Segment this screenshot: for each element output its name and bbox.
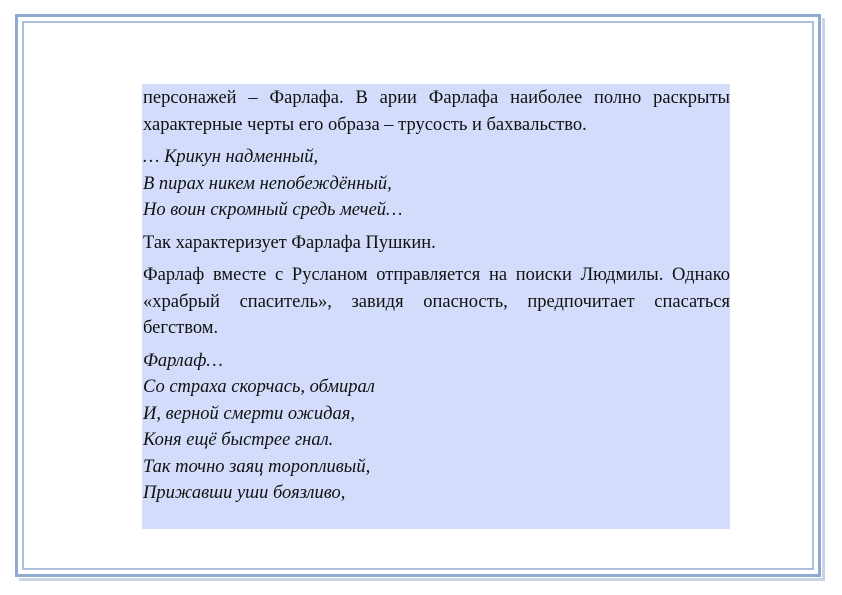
paragraph-farlaf-aria: персонажей – Фарлафа. В арии Фарлафа наиболее полно раскрыты характерные черты его образа – трусость и бахвальство. [143,88,730,135]
verse-quote-1 [143,144,730,224]
paragraph-pushkin: Так характеризует Фарлафа Пушкин. [143,232,436,253]
verse-line: Коня ещё быстрее гнал. [143,430,334,450]
verse-line: Со страха скорчась, обмирал [143,377,375,397]
verse-line: В пирах никем непобеждённый, [143,173,392,194]
verse-line: … Крикун надменный, [143,147,319,167]
text-box [142,84,730,529]
verse-line: Но воин скромный средь мечей… [143,200,403,220]
verse-quote-2 [143,348,730,507]
verse-line: Фарлаф… [143,350,223,371]
verse-line: И, верной смерти ожидая, [143,403,355,424]
verse-line: Так точно заяц торопливый, [143,456,371,477]
paragraph-ruslan-search: Фарлаф вместе с Русланом отправляется на поиски Людмилы. Однако «храбрый спаситель», завидя опасность, предпочитает спасаться бегством. [143,265,730,338]
verse-line: Прижавши уши боязливо, [143,483,346,503]
